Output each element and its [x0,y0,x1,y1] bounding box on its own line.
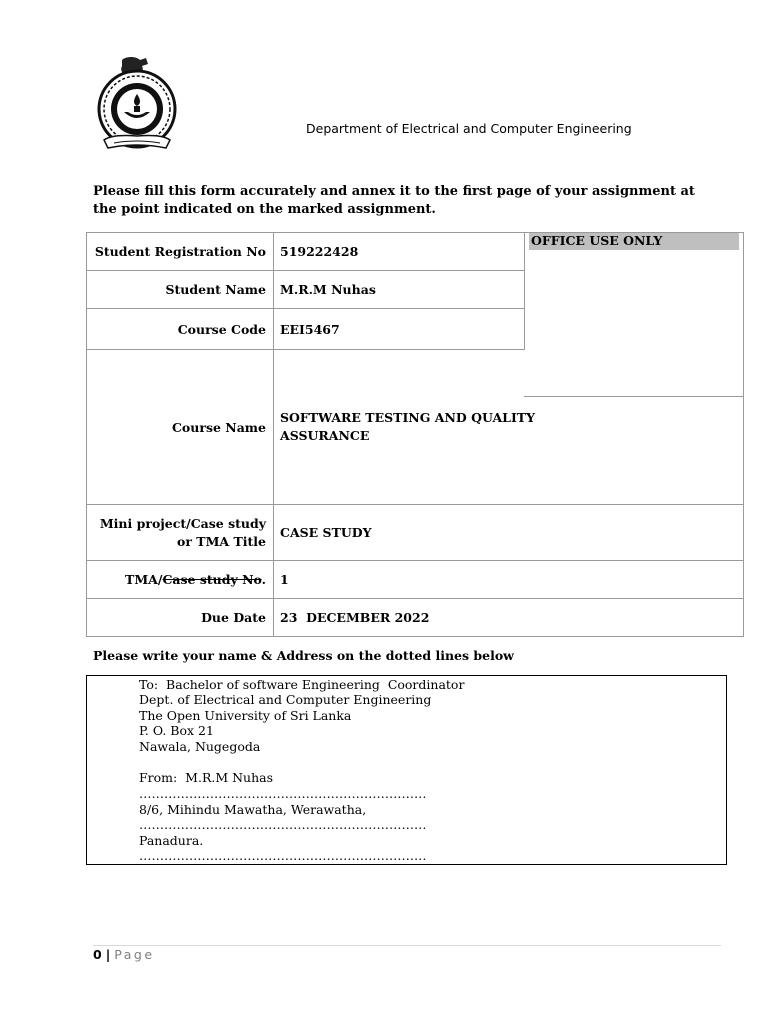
dotted-line: …………………………………………………………… [139,817,427,832]
address-line: P. O. Box 21 [139,723,214,738]
student-name-value: M.R.M Nuhas [280,282,376,297]
dotted-line: …………………………………………………………… [139,786,427,801]
due-date-label: Due Date [201,610,266,625]
reg-no-label: Student Registration No [94,244,266,259]
tma-label-prefix: TMA/ [125,572,163,587]
address-heading: Please write your name & Address on the dotted lines below [93,648,514,663]
university-emblem-logo [92,54,182,154]
footer-separator: | [105,947,111,962]
address-line: Dept. of Electrical and Computer Engineering [139,692,432,707]
course-code-value: EEI5467 [280,322,340,337]
address-line: Nawala, Nugegoda [139,739,261,754]
tma-no-value: 1 [280,572,289,587]
address-line: From: M.R.M Nuhas [139,770,274,785]
student-name-label: Student Name [165,282,266,297]
course-name-value-line2: ASSURANCE [280,428,370,443]
department-title: Department of Electrical and Computer Engineering [306,121,632,136]
address-line: To: Bachelor of software Engineering Coordinator [139,677,465,692]
office-use-only-label: OFFICE USE ONLY [529,233,739,250]
due-date-value: 23 DECEMBER 2022 [280,610,430,625]
mini-project-label-line2: or TMA Title [177,534,266,549]
tma-label-suffix: . [261,572,266,587]
mini-project-label-line1: Mini project/Case study [99,516,266,531]
course-code-label: Course Code [177,322,266,337]
form-instruction: Please fill this form accurately and annex it to the first page of your assignment at the point indicated on the marked assignment. [93,184,695,217]
course-name-value-line1: SOFTWARE TESTING AND QUALITY [280,410,536,425]
page-label: Page [114,947,155,962]
course-name-label: Course Name [171,420,266,435]
address-line: Panadura. [139,833,204,848]
page-footer [93,947,155,962]
address-line: 8/6, Mihindu Mawatha, Werawatha, [139,802,367,817]
reg-no-value: 519222428 [280,244,359,259]
dotted-line: …………………………………………………………… [139,848,427,863]
tma-no-label [90,571,266,589]
footer-divider [93,945,721,946]
mini-project-value: CASE STUDY [280,525,372,540]
tma-label-struck: Case study No [162,572,262,587]
page-number: 0 [93,947,102,962]
address-line: The Open University of Sri Lanka [139,708,352,723]
